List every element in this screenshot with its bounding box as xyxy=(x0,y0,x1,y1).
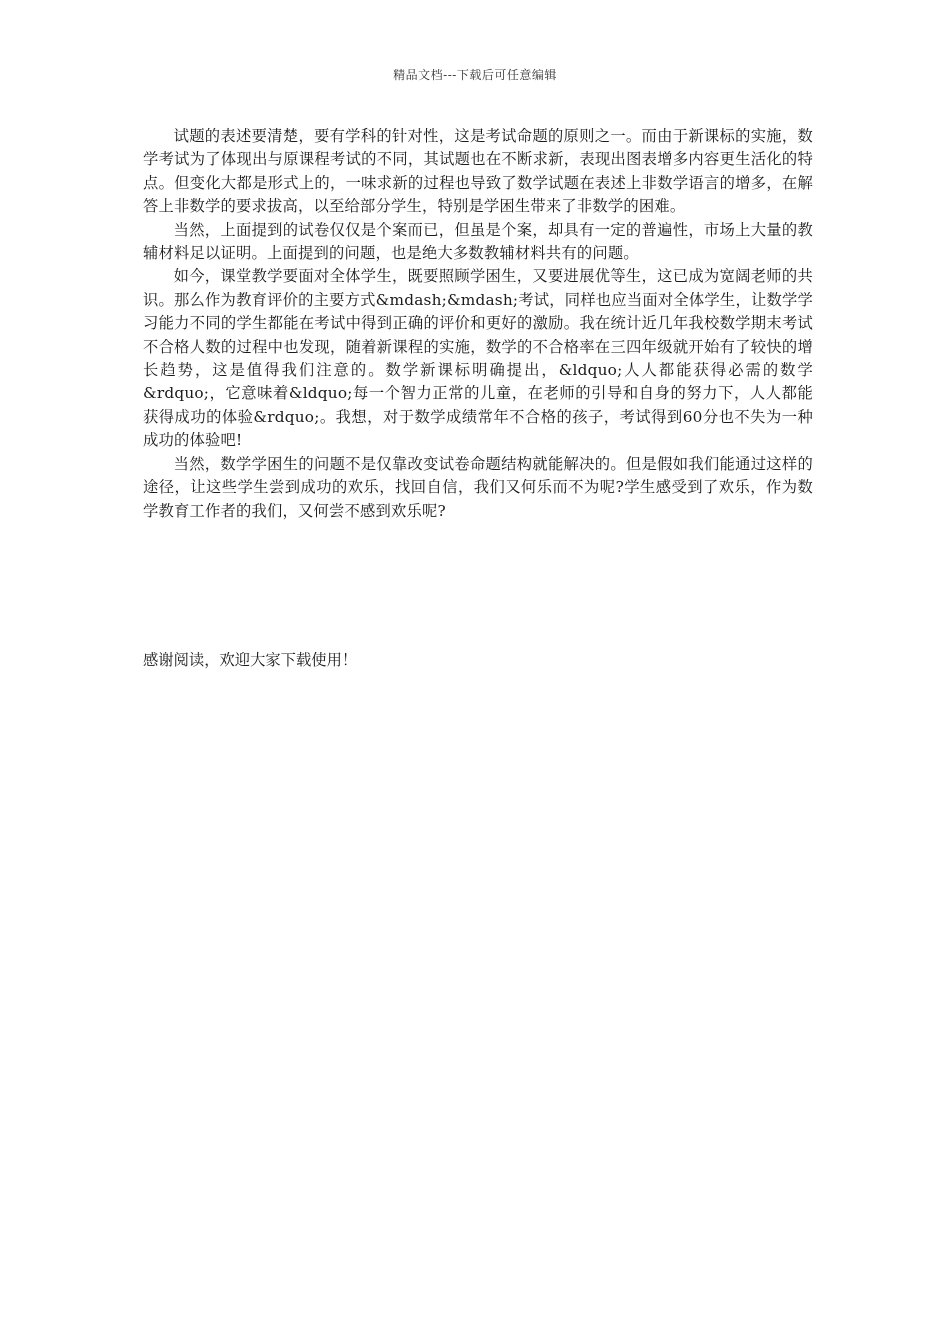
page-header: 精品文档---下载后可任意编辑 xyxy=(393,68,557,82)
paragraph: 当然，数学学困生的问题不是仅靠改变试卷命题结构就能解决的。但是假如我们能通过这样的途径，让这些学生尝到成功的欢乐，找回自信，我们又何乐而不为呢?学生感受到了欢乐，作为数学教育工作者的我们，又何尝不感到欢乐呢? xyxy=(143,454,813,520)
paragraph: 当然，上面提到的试卷仅仅是个案而已，但虽是个案，却具有一定的普遍性，市场上大量的教辅材料足以证明。上面提到的问题，也是绝大多数教辅材料共有的问题。 xyxy=(143,220,813,263)
closing-note: 感谢阅读，欢迎大家下载使用！ xyxy=(143,651,358,669)
document-body xyxy=(143,125,813,523)
paragraph: 试题的表述要清楚，要有学科的针对性，这是考试命题的原则之一。而由于新课标的实施，数学考试为了体现出与原课程考试的不同，其试题也在不断求新，表现出图表增多内容更生活化的特点。但变化大都是形式上的，一味求新的过程也导致了数学试题在表述上非数学语言的增多，在解答上非数学的要求拔高，以至给部分学生，特别是学困生带来了非数学的困难。 xyxy=(143,127,813,216)
paragraph: 如今，课堂教学要面对全体学生，既要照顾学困生，又要进展优等生，这已成为宽阔老师的共识。那么作为教育评价的主要方式&mdash;&mdash;考试，同样也应当面对全体学生，让数学学习能力不同的学生都能在考试中得到正确的评价和更好的激励。我在统计近几年我校数学期末考试不合格人数的过程中也发现，随着新课程的实施，数学的不合格率在三四年级就开始有了较快的增长趋势，这是值得我们注意的。数学新课标明确提出，&ldquo;人人都能获得必需的数学&rdquo;，它意味着&ldquo;每一个智力正常的儿童，在老师的引导和自身的努力下，人人都能获得成功的体验&rdquo;。我想，对于数学成绩常年不合格的孩子，考试得到60分也不失为一种成功的体验吧! xyxy=(143,267,813,450)
